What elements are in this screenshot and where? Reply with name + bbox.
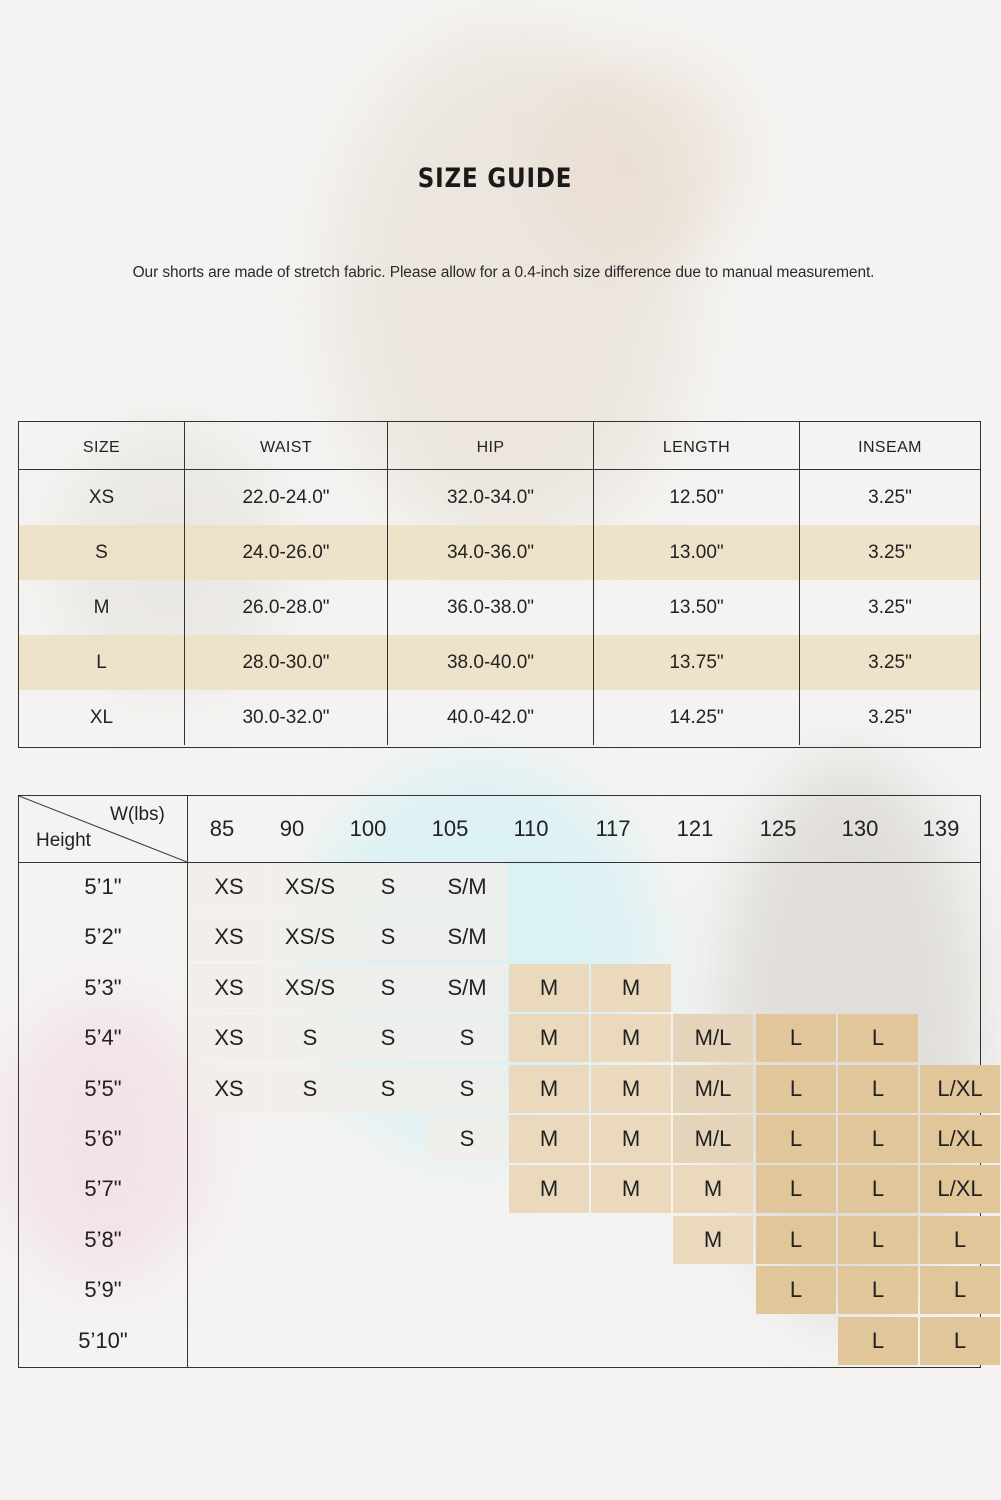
size-cell: S/M — [427, 913, 507, 961]
measurement-cell: 3.25" — [800, 635, 980, 690]
size-cell: M/L — [673, 1065, 753, 1113]
size-cell: S — [348, 913, 428, 961]
size-cell: M — [591, 1165, 671, 1213]
size-cell: S — [427, 1014, 507, 1062]
size-cell: S — [270, 1014, 350, 1062]
size-cell: M — [509, 964, 589, 1012]
size-cell: S — [427, 1065, 507, 1113]
measurement-cell: 28.0-30.0" — [185, 635, 388, 690]
size-cell: XS — [189, 964, 269, 1012]
weight-117: 117 — [595, 816, 631, 841]
size-cell: M/L — [673, 1115, 753, 1163]
size-cell: XS/S — [270, 863, 350, 911]
size-cell: L — [838, 1317, 918, 1365]
header-inseam: INSEAM — [800, 422, 980, 470]
header-size: SIZE — [19, 422, 185, 470]
size-cell: L — [838, 1014, 918, 1062]
weight-110: 110 — [513, 816, 549, 841]
size-cell: L — [756, 1014, 836, 1062]
weight-125: 125 — [759, 816, 797, 841]
height-label: 5’10" — [78, 1327, 128, 1353]
size-cell: XS — [189, 913, 269, 961]
measurement-cell: S — [19, 525, 185, 580]
size-cell: M — [591, 1065, 671, 1113]
height-label: 5’8" — [84, 1226, 122, 1252]
measurement-cell: 40.0-42.0" — [388, 690, 594, 745]
measurement-cell: 22.0-24.0" — [185, 470, 388, 525]
size-cell: L — [838, 1165, 918, 1213]
measurement-cell: 13.75" — [594, 635, 800, 690]
size-cell: S — [427, 1115, 507, 1163]
size-cell: XS/S — [270, 964, 350, 1012]
measurement-cell: 24.0-26.0" — [185, 525, 388, 580]
measurement-cell: XL — [19, 690, 185, 745]
size-cell: M — [673, 1216, 753, 1264]
measurement-cell: 14.25" — [594, 690, 800, 745]
size-measurement-table — [18, 421, 981, 748]
measurement-cell: 3.25" — [800, 525, 980, 580]
height-label: 5’6" — [84, 1126, 122, 1151]
size-cell: L — [756, 1216, 836, 1264]
size-cell: M — [509, 1165, 589, 1213]
size-cell: M — [509, 1115, 589, 1163]
axis-corner-cell — [19, 796, 188, 862]
weight-121: 121 — [676, 816, 714, 841]
measurement-cell: 26.0-28.0" — [185, 580, 388, 635]
measurement-cell: 36.0-38.0" — [388, 580, 594, 635]
fit-chart-body — [19, 862, 983, 1368]
size-cell: XS — [189, 1065, 269, 1113]
size-cell: M/L — [673, 1014, 753, 1062]
size-cell: L — [756, 1065, 836, 1113]
size-cell: L — [838, 1216, 918, 1264]
size-cell: L — [756, 1165, 836, 1213]
size-cell: L — [920, 1317, 1000, 1365]
weight-90: 90 — [279, 816, 305, 841]
size-cell: M — [591, 1115, 671, 1163]
size-cell: M — [509, 1065, 589, 1113]
measurement-cell: 32.0-34.0" — [388, 470, 594, 525]
height-label: 5’5" — [84, 1075, 122, 1101]
size-cell: S — [348, 863, 428, 911]
size-cell: S — [270, 1065, 350, 1113]
page-title: SIZE GUIDE — [417, 163, 573, 194]
measurement-cell: L — [19, 635, 185, 690]
weight-85: 85 — [209, 816, 235, 841]
header-hip: HIP — [388, 422, 594, 470]
size-cell: M — [509, 1014, 589, 1062]
measurement-cell: 13.00" — [594, 525, 800, 580]
measurement-cell: 30.0-32.0" — [185, 690, 388, 745]
height-label: 5’1" — [84, 874, 122, 899]
height-label: 5’9" — [84, 1277, 122, 1303]
size-cell: L — [920, 1216, 1000, 1264]
size-cell: M — [591, 1014, 671, 1062]
size-cell: S — [348, 964, 428, 1012]
size-cell: L — [838, 1065, 918, 1113]
size-cell: L — [838, 1115, 918, 1163]
header-length: LENGTH — [594, 422, 800, 470]
measurement-cell: 34.0-36.0" — [388, 525, 594, 580]
size-cell: M — [591, 964, 671, 1012]
size-cell: L/XL — [920, 1165, 1000, 1213]
weight-105: 105 — [431, 816, 469, 841]
measurement-cell: 3.25" — [868, 706, 912, 728]
size-cell: L — [756, 1115, 836, 1163]
weight-100: 100 — [349, 816, 387, 841]
size-cell: M — [673, 1165, 753, 1213]
measurement-cell: 3.25" — [868, 486, 912, 508]
measurement-cell: XS — [19, 470, 185, 525]
size-cell: L — [920, 1266, 1000, 1314]
measurement-cell: 13.50" — [594, 580, 800, 635]
weight-axis-label: W(lbs) — [110, 804, 165, 825]
size-cell: L/XL — [920, 1065, 1000, 1113]
measurement-cell: 12.50" — [594, 470, 800, 525]
size-cell: L/XL — [920, 1115, 1000, 1163]
measurement-cell: M — [19, 580, 185, 635]
weight-139: 139 — [922, 816, 960, 841]
size-cell: L — [756, 1266, 836, 1314]
height-column — [19, 862, 188, 1368]
weight-header-row — [19, 796, 980, 863]
height-weight-fit-chart — [18, 795, 981, 1368]
height-label: 5’4" — [84, 1025, 122, 1051]
size-cell: S — [348, 1014, 428, 1062]
size-cell: S — [348, 1065, 428, 1113]
height-label: 5’2" — [84, 924, 122, 950]
size-cell: XS — [189, 1014, 269, 1062]
size-cell: S/M — [427, 863, 507, 911]
height-axis-label: Height — [36, 830, 91, 851]
height-label: 5’7" — [84, 1176, 122, 1202]
size-cell: XS — [189, 863, 269, 911]
weight-130: 130 — [841, 816, 879, 841]
measurement-cell: 3.25" — [868, 596, 912, 618]
header-waist: WAIST — [185, 422, 388, 470]
measurement-cell: 38.0-40.0" — [388, 635, 594, 690]
fabric-note: Our shorts are made of stretch fabric. Please allow for a 0.4-inch size difference due to manual measurement. — [132, 264, 875, 281]
height-label: 5’3" — [84, 974, 122, 1000]
size-cell: S/M — [427, 964, 507, 1012]
size-cell: XS/S — [270, 913, 350, 961]
size-cell: L — [838, 1266, 918, 1314]
